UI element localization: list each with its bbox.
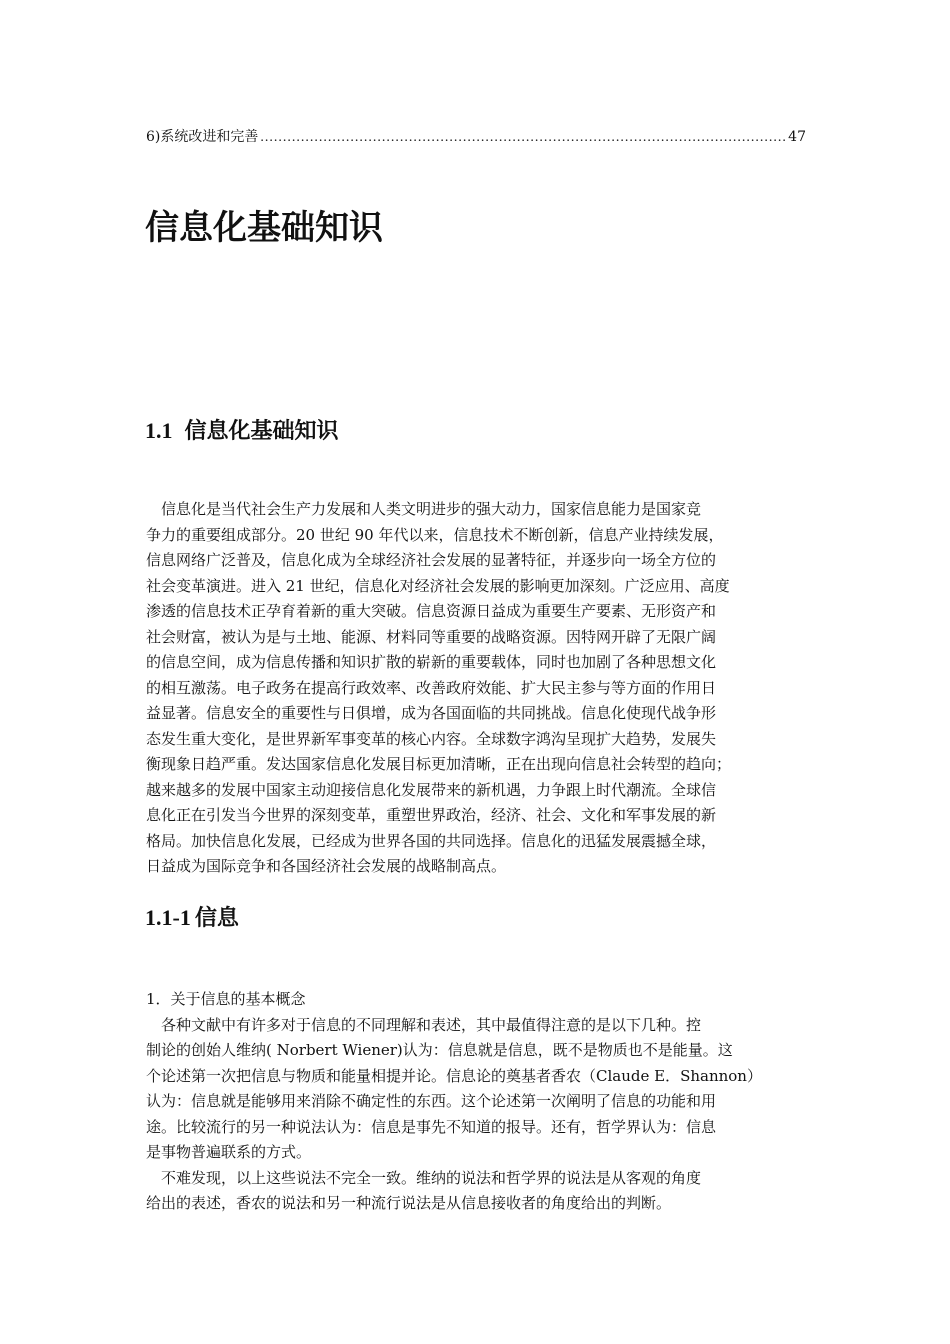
paragraph-line: 途。比较流行的另一种说法认为：信息是事先不知道的报导。还有，哲学界认为：信息 xyxy=(146,1117,717,1136)
paragraph-line: 社会变革演进。进入 21 世纪，信息化对经济社会发展的影响更加深刻。广泛应用、高度 xyxy=(146,576,730,595)
paragraph-line: 争力的重要组成部分。20 世纪 90 年代以来，信息技术不断创新，信息产业持续发展， xyxy=(146,525,724,544)
section-number: 1.1 xyxy=(145,418,173,443)
paragraph-line: 衡现象日趋严重。发达国家信息化发展目标更加清晰，正在出现向信息社会转型的趋向； xyxy=(146,755,732,773)
list-heading: 1．关于信息的基本概念 xyxy=(146,990,306,1008)
subsection-title: 信息 xyxy=(194,905,239,931)
paragraph-line: 认为：信息就是能够用来消除不确定性的东西。这个论述第一次阐明了信息的功能和用 xyxy=(146,1092,717,1110)
paragraph-line: 态发生重大变化，是世界新军事变革的核心内容。全球数字鸿沟呈现扩大趋势，发展失 xyxy=(146,729,717,748)
paragraph-line: 的相互激荡。电子政务在提高行政效率、改善政府效能、扩大民主参与等方面的作用日 xyxy=(146,678,717,697)
paragraph-line: 越来越多的发展中国家主动迎接信息化发展带来的新机遇，力争跟上时代潮流。全球信 xyxy=(146,780,717,799)
paragraph-line: 给出的表述，香农的说法和另一种流行说法是从信息接收者的角度给出的判断。 xyxy=(146,1194,672,1212)
intro-paragraph xyxy=(146,497,792,880)
paragraph-line: 制论的创始人维纳( Norbert Wiener)认为：信息就是信息，既不是物质也不是能量。这 xyxy=(146,1041,733,1059)
toc-page-number: 47 xyxy=(788,129,806,145)
toc-dot-leader xyxy=(260,129,786,147)
chapter-title: 信息化基础知识 xyxy=(145,208,383,248)
toc-entry[interactable] xyxy=(146,128,806,147)
paragraph-line: 社会财富，被认为是与土地、能源、材料同等重要的战略资源。因特网开辟了无限广阔 xyxy=(146,627,717,646)
subsection-number: 1.1-1 xyxy=(145,905,191,930)
paragraph-line: 益显著。信息安全的重要性与日俱增，成为各国面临的共同挑战。信息化使现代战争形 xyxy=(146,704,717,722)
subsection-heading xyxy=(145,903,239,933)
paragraph-line: 信息网络广泛普及，信息化成为全球经济社会发展的显著特征，并逐步向一场全方位的 xyxy=(146,551,717,569)
paragraph-line: 的信息空间，成为信息传播和知识扩散的崭新的重要载体，同时也加剧了各种思想文化 xyxy=(146,653,717,671)
paragraph-line: 不难发现，以上这些说法不完全一致。维纳的说法和哲学界的说法是从客观的角度 xyxy=(161,1168,702,1187)
paragraph-line: 信息化是当代社会生产力发展和人类文明进步的强大动力，国家信息能力是国家竞 xyxy=(161,500,702,518)
concept-paragraph xyxy=(146,987,792,1217)
section-title: 信息化基础知识 xyxy=(184,418,339,444)
paragraph-line: 各种文献中有许多对于信息的不同理解和表述，其中最值得注意的是以下几种。控 xyxy=(161,1015,702,1034)
paragraph-line: 息化正在引发当今世界的深刻变革，重塑世界政治，经济、社会、文化和军事发展的新 xyxy=(146,806,717,824)
paragraph-line: 日益成为国际竞争和各国经济社会发展的战略制高点。 xyxy=(146,857,507,875)
paragraph-line: 个论述第一次把信息与物质和能量相提并论。信息论的奠基者香农（Claude E．Shannon） xyxy=(146,1066,762,1085)
paragraph-line: 格局。加快信息化发展，已经成为世界各国的共同选择。信息化的迅猛发展震撼全球， xyxy=(146,831,717,850)
toc-entry-label: 6)系统改进和完善 xyxy=(146,129,259,145)
section-heading xyxy=(145,416,339,446)
paragraph-line: 是事物普遍联系的方式。 xyxy=(146,1143,312,1161)
paragraph-line: 渗透的信息技术正孕育着新的重大突破。信息资源日益成为重要生产要素、无形资产和 xyxy=(146,602,717,620)
